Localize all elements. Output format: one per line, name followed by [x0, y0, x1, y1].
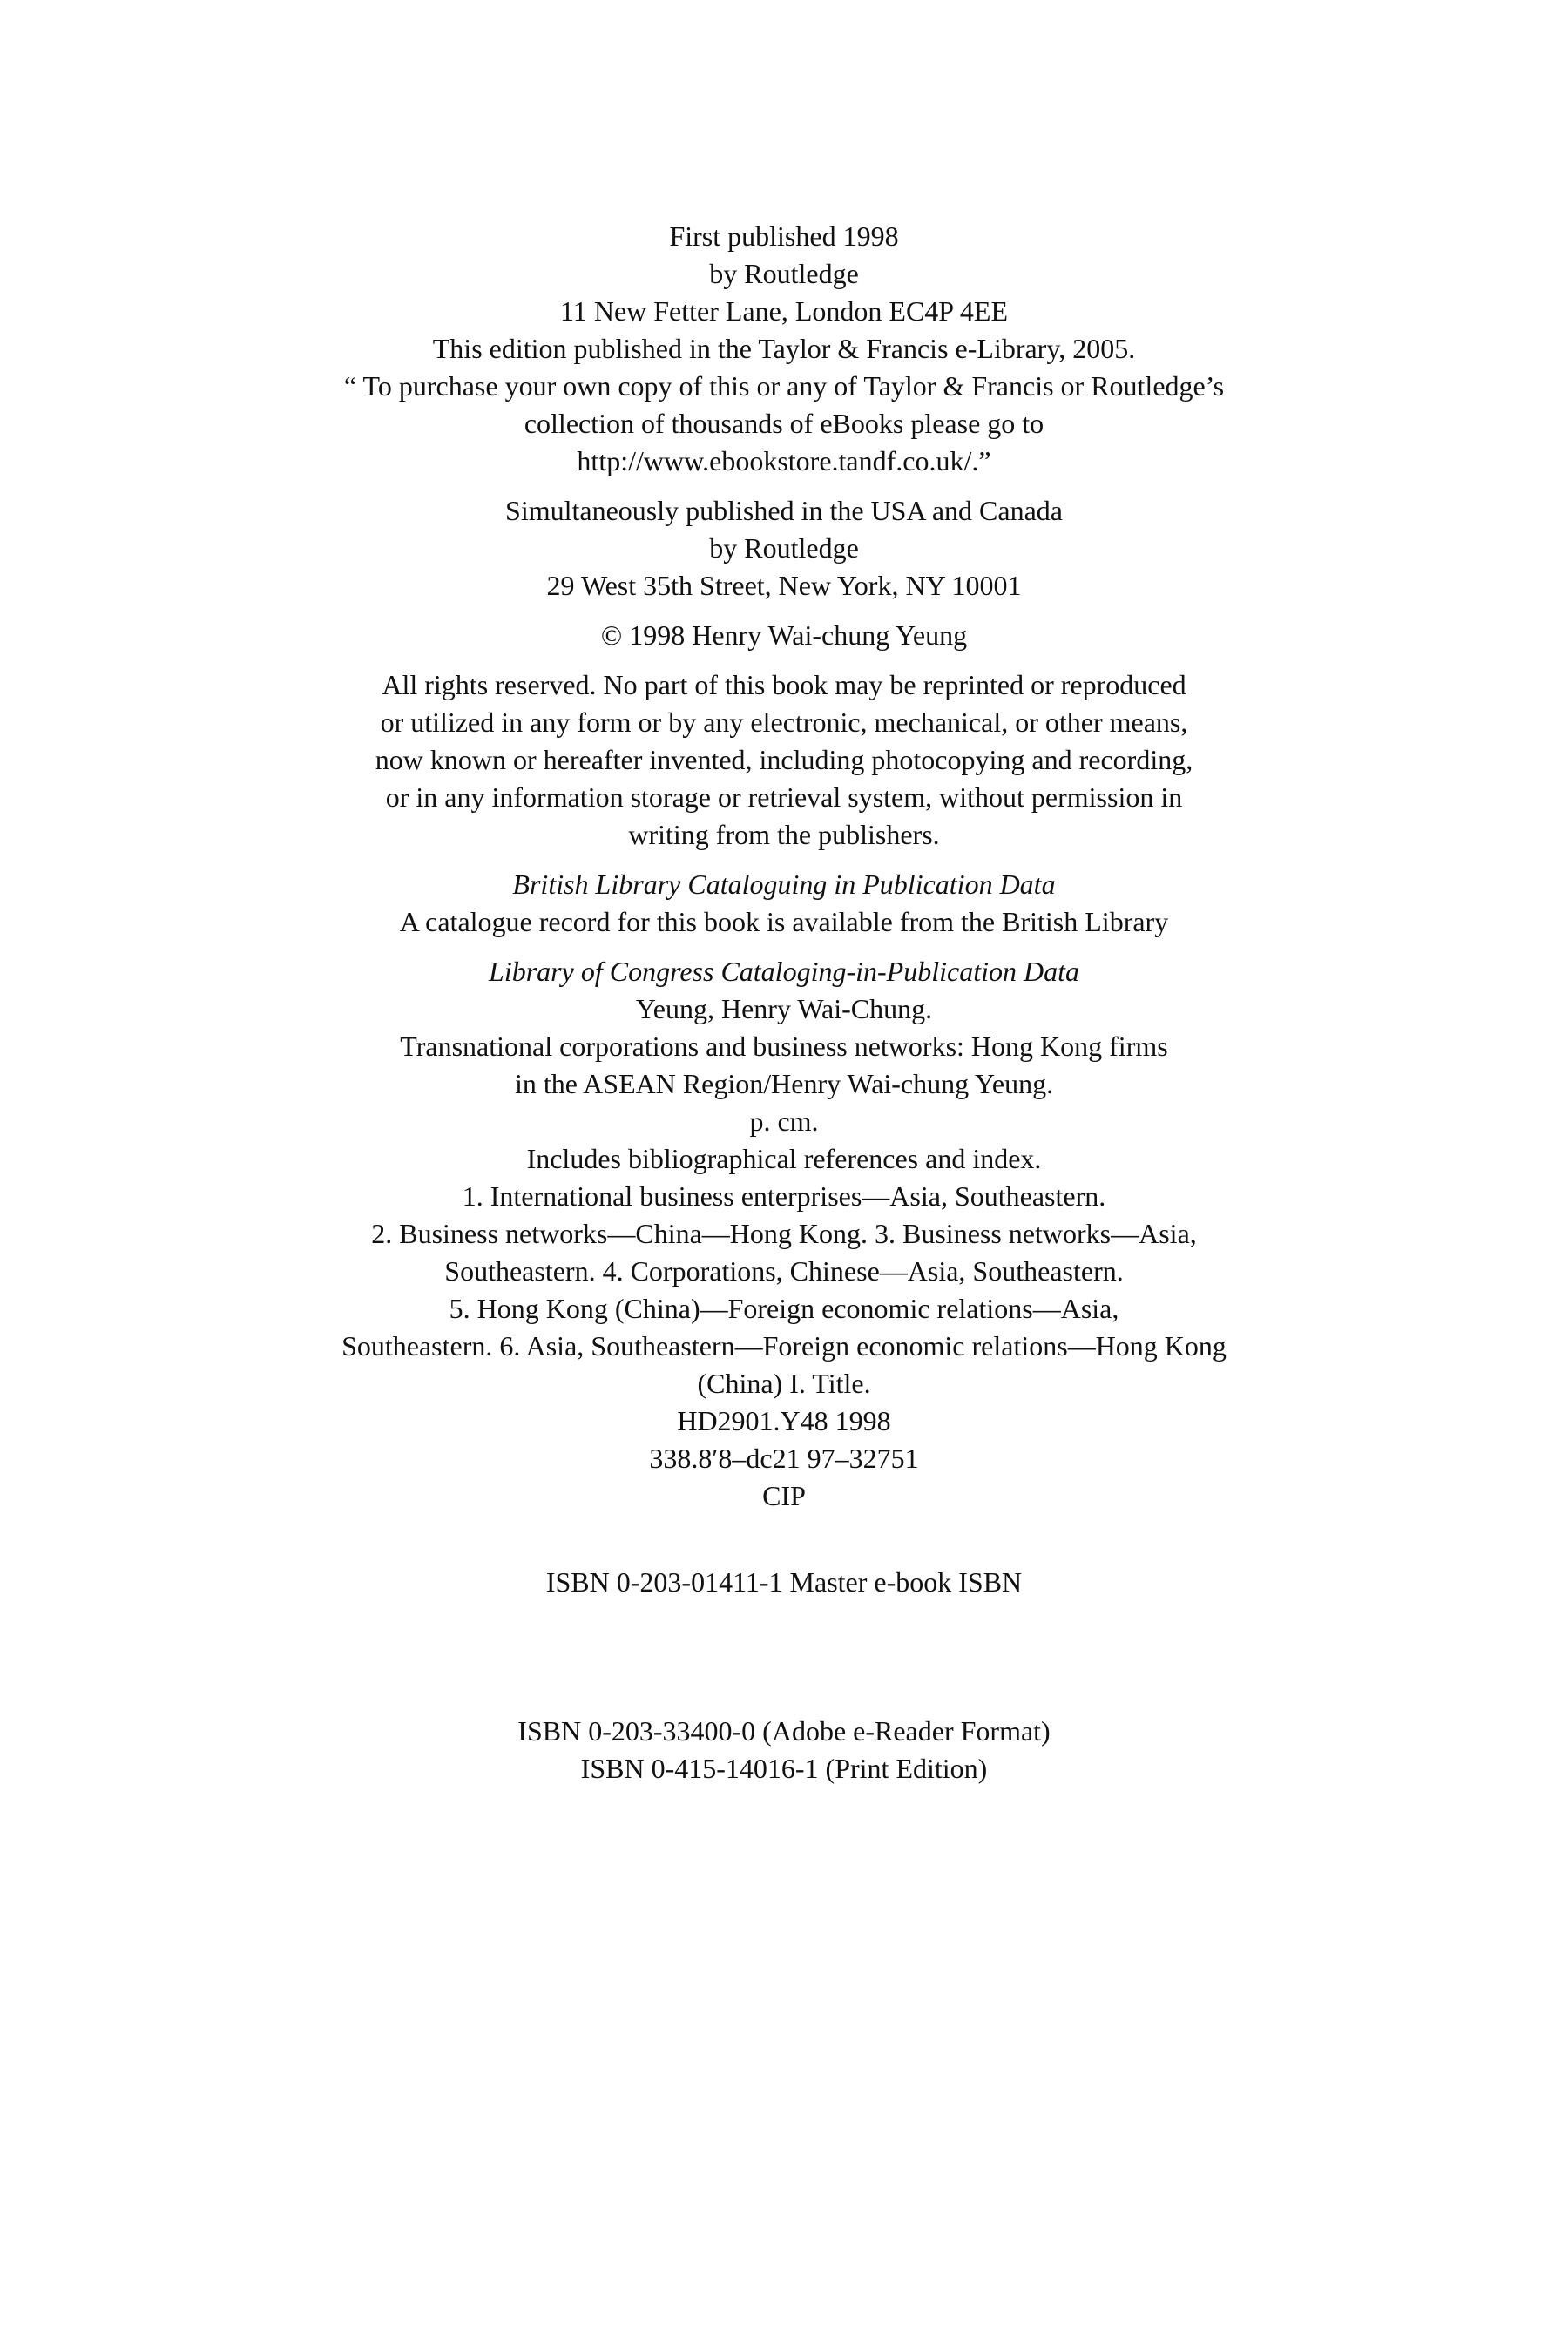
british-library-block [0, 866, 1568, 941]
copyright-block [0, 617, 1568, 654]
loc-pages-line: p. cm. [749, 1105, 819, 1137]
loc-subject-line: 2. Business networks—China—Hong Kong. 3. Business networks—Asia, [371, 1218, 1197, 1249]
loc-title-line: Transnational corporations and business networks: Hong Kong firms [400, 1031, 1168, 1062]
loc-subject-line: 1. International business enterprises—Asia, Southeastern. [462, 1180, 1106, 1212]
print-isbn-line: ISBN 0-415-14016-1 (Print Edition) [580, 1753, 988, 1784]
british-library-heading: British Library Cataloguing in Publication Data [512, 868, 1056, 900]
rights-line: writing from the publishers. [628, 819, 940, 850]
rights-block [0, 666, 1568, 854]
rights-line: or utilized in any form or by any electronic, mechanical, or other means, [380, 706, 1188, 738]
us-publisher-address-line: 29 West 35th Street, New York, NY 10001 [546, 570, 1022, 601]
ebookstore-url: http://www.ebookstore.tandf.co.uk/.” [577, 445, 991, 476]
isbn-block [0, 1713, 1568, 1788]
master-isbn-line: ISBN 0-203-01411-1 Master e-book ISBN [545, 1566, 1023, 1598]
loc-title-line: in the ASEAN Region/Henry Wai-chung Yeung. [514, 1068, 1054, 1099]
loc-author-line: Yeung, Henry Wai-Chung. [635, 993, 933, 1024]
loc-call-number: HD2901.Y48 1998 [677, 1405, 891, 1436]
copyright-page [0, 218, 1568, 1788]
master-isbn-block [0, 1564, 1568, 1601]
loc-cip-label: CIP [762, 1480, 806, 1511]
british-library-text: A catalogue record for this book is available from the British Library [399, 906, 1169, 937]
loc-cip-block [0, 953, 1568, 1515]
simultaneous-line: Simultaneously published in the USA and Canada [505, 495, 1063, 526]
loc-subject-line: (China) I. Title. [697, 1368, 871, 1399]
publisher-address-line: 11 New Fetter Lane, London EC4P 4EE [560, 295, 1008, 327]
simultaneous-publication-block [0, 492, 1568, 605]
loc-notes-line: Includes bibliographical references and index. [526, 1143, 1042, 1174]
adobe-isbn-line: ISBN 0-203-33400-0 (Adobe e-Reader Format) [517, 1715, 1051, 1747]
purchase-note-line: “ To purchase your own copy of this or any of Taylor & Francis or Routledge’s [343, 370, 1225, 402]
loc-subject-line: 5. Hong Kong (China)—Foreign economic relations—Asia, [449, 1293, 1119, 1324]
publication-block [0, 218, 1568, 480]
loc-heading: Library of Congress Cataloging-in-Publication Data [489, 956, 1079, 987]
us-publisher-line: by Routledge [709, 532, 859, 564]
loc-subject-line: Southeastern. 6. Asia, Southeastern—Foreign economic relations—Hong Kong [341, 1330, 1227, 1362]
loc-classification: 338.8′8–dc21 97–32751 [649, 1443, 919, 1474]
purchase-note-line: collection of thousands of eBooks please go to [524, 408, 1044, 439]
rights-line: or in any information storage or retrieval system, without permission in [385, 781, 1183, 813]
rights-line: now known or hereafter invented, including photocopying and recording, [375, 744, 1193, 775]
ebook-edition-line: This edition published in the Taylor & Francis e-Library, 2005. [432, 333, 1136, 364]
publisher-line: by Routledge [709, 258, 859, 289]
first-published-line: First published 1998 [669, 220, 899, 252]
copyright-line: © 1998 Henry Wai-chung Yeung [600, 619, 968, 651]
loc-subject-line: Southeastern. 4. Corporations, Chinese—Asia, Southeastern. [444, 1255, 1124, 1287]
rights-line: All rights reserved. No part of this book may be reprinted or reproduced [382, 669, 1186, 700]
